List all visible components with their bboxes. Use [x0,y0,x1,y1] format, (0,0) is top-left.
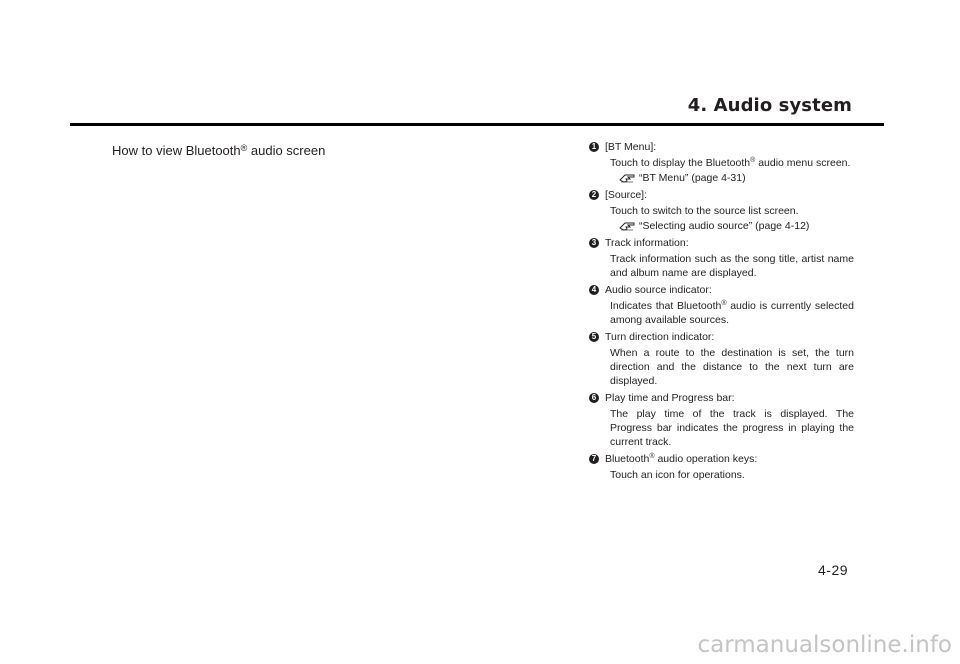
registered-mark: ® [721,300,727,307]
description-text: Touch to display the Bluetooth [610,157,751,169]
watermark[interactable]: carmanualsonline.info [697,632,952,658]
callout-item-track-information [589,237,854,280]
callout-number-badge: 6 [589,393,599,403]
description-text-cont: audio menu screen. [755,157,851,169]
callout-number-badge: 3 [589,238,599,248]
reference-pointer-icon [619,172,636,184]
callout-description [610,407,854,449]
callout-number-badge: 4 [589,285,599,295]
label-text: Bluetooth [605,453,650,465]
callout-item-source [589,189,854,233]
registered-mark: ® [750,157,756,164]
page-number: 4-29 [818,562,849,578]
page-reference-text: “BT Menu” (page 4-31) [639,172,746,184]
callout-label: Audio source indicator: [605,284,712,296]
callout-number-badge: 1 [589,142,599,152]
label-text-cont: audio operation keys: [654,453,758,465]
callout-list [589,141,854,486]
callout-number-badge: 2 [589,190,599,200]
registered-mark: ® [240,143,248,153]
page-reference[interactable] [619,171,854,185]
callout-description [610,204,854,218]
callout-label [605,453,854,466]
callout-label: [Source]: [605,189,648,201]
description-text: Indicates that Bluetooth [610,300,722,312]
description-text-cont: audio is currently selected among available sources. [610,300,854,326]
reference-pointer-icon [619,220,636,232]
page-reference[interactable] [619,219,854,233]
callout-label: Track information: [605,237,689,249]
callout-item-turn-direction-indicator [589,331,854,388]
callout-label: Turn direction indicator: [605,331,715,343]
description-text: When a route to the destination is set, the turn direction and the distance to the next turn are displayed. [610,347,854,387]
page-reference-text: “Selecting audio source” (page 4-12) [639,220,810,232]
callout-item-play-time-progress-bar [589,392,854,449]
callout-description [610,299,854,327]
description-text: Track information such as the song title, artist name and album name are displayed. [610,253,854,279]
callout-item-operation-keys [589,453,854,482]
callout-description [610,468,854,482]
description-text: Touch to switch to the source list screen. [610,205,799,217]
callout-label: [BT Menu]: [605,141,657,153]
callout-item-bt-menu [589,141,854,185]
description-text: The play time of the track is displayed. The Progress bar indicates the progress in playing the current track. [610,408,854,448]
callout-description [610,156,854,170]
header-rule [70,123,884,126]
callout-number-badge: 5 [589,332,599,342]
callout-number-badge: 7 [589,454,599,464]
callout-description [610,252,854,280]
chapter-title: 4. Audio system [687,95,852,116]
section-title [112,143,325,158]
callout-item-audio-source-indicator [589,284,854,327]
description-text: Touch an icon for operations. [610,469,745,481]
registered-mark: ® [649,453,655,460]
callout-label: Play time and Progress bar: [605,392,735,404]
section-title-text: How to view Bluetooth [112,143,241,158]
section-title-suffix: audio screen [247,143,326,158]
callout-description [610,346,854,388]
